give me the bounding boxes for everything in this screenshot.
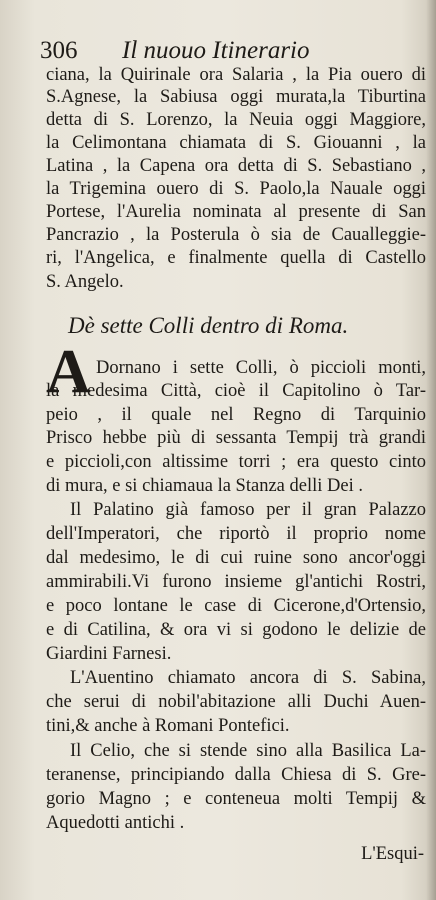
running-title: Il nuouo Itinerario	[122, 37, 310, 64]
text-line: che serui di nobil'abitazione alli Duchi Auen-	[46, 692, 426, 712]
text-line: Giardini Farnesi.	[46, 644, 172, 664]
text-line: di mura, e si chiamaua la Stanza delli Dei .	[46, 476, 363, 496]
text-line: detta di S. Lorenzo, la Neuia oggi Maggiore,	[46, 110, 426, 130]
text-line: teranense, principiando dalla Chiesa di S. Gre-	[46, 765, 426, 785]
section-heading: Dè sette Colli dentro di Roma.	[68, 313, 349, 338]
text-line: ammirabili.Vi furono insieme gl'antichi Rostri,	[46, 572, 426, 592]
text-line: la Trigemina ouero di S. Paolo,la Nauale oggi	[46, 179, 426, 199]
catchword: L'Esqui-	[361, 844, 424, 864]
text-line: Aquedotti antichi .	[46, 813, 185, 833]
text-line: dell'Imperatori, che riportò il proprio nome	[46, 524, 426, 544]
text-line: gorio Magno ; e conteneua molti Tempij &	[46, 789, 426, 809]
text-line: Pancrazio , la Posterula ò sia de Caualleggie-	[46, 225, 426, 245]
text-line: ri, l'Angelica, e finalmente quella di Castello	[46, 248, 426, 268]
text-line: e di Catilina, & ora vi si godono le delizie de	[46, 620, 426, 640]
running-header	[40, 36, 420, 66]
drop-cap: A	[46, 338, 91, 406]
text-line: la Celimontana chiamata di S. Giouanni , la	[46, 133, 426, 153]
text-line: Latina , la Capena ora detta di S. Sebastiano ,	[46, 156, 426, 176]
text-line: e poco lontane le case di Cicerone,d'Ortensio,	[46, 596, 426, 616]
text-line: Il Palatino già famoso per il gran Palazzo	[70, 500, 426, 520]
text-line: Il Celio, che si stende sino alla Basilica La-	[70, 741, 426, 761]
text-line: dal medesimo, le di cui ruine sono ancor'oggi	[46, 548, 426, 568]
text-line: tini,& anche à Romani Pontefici.	[46, 716, 290, 736]
text-line: la medesima Città, cioè il Capitolino ò Tar-	[46, 381, 426, 401]
text-line: S.Agnese, la Sabiusa oggi murata,la Tiburtina	[46, 87, 426, 107]
text-line: e piccioli,con altissime torri ; era questo cinto	[46, 452, 426, 472]
page-number: 306	[40, 37, 78, 64]
text-line: Portese, l'Aurelia nominata al presente di San	[46, 202, 426, 222]
page-gutter-shadow	[426, 0, 436, 900]
text-line: Prisco hebbe più di sessanta Tempij trà grandi	[46, 428, 426, 448]
text-line: S. Angelo.	[46, 272, 124, 292]
text-line: Dornano i sette Colli, ò piccioli monti,	[96, 358, 426, 378]
text-line: peio , il quale nel Regno di Tarquinio	[46, 405, 426, 425]
text-line: L'Auentino chiamato ancora di S. Sabina,	[70, 668, 426, 688]
text-line: ciana, la Quirinale ora Salaria , la Pia ouero di	[46, 65, 426, 85]
